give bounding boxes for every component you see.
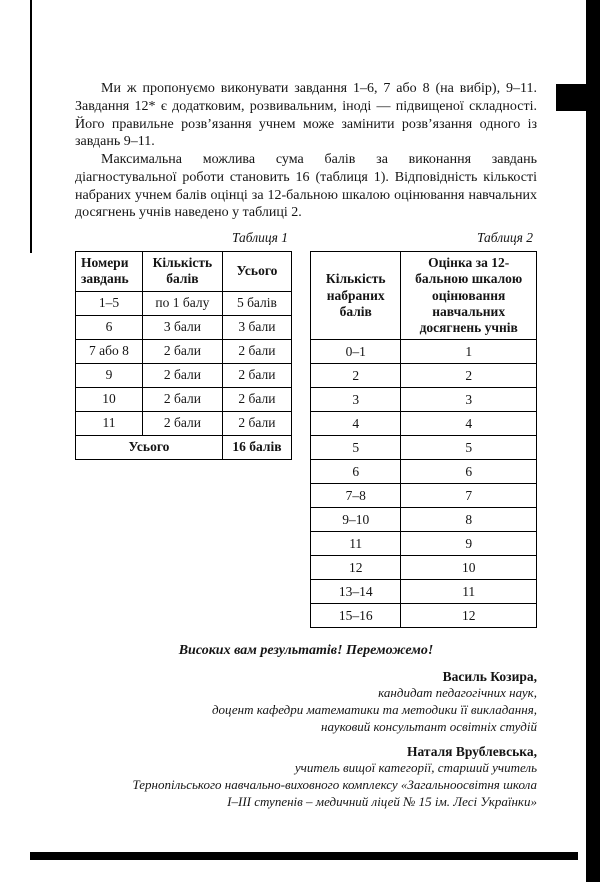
table1-header-cell: Номери завдань <box>76 252 143 291</box>
table1-caption: Таблиця 1 <box>231 230 288 246</box>
table-cell: 6 <box>311 460 401 484</box>
table-cell: по 1 балу <box>142 291 222 315</box>
table-cell: 15–16 <box>311 604 401 628</box>
table-cell: 12 <box>311 556 401 580</box>
table-cell: 10 <box>401 556 537 580</box>
table-cell: 2 бали <box>142 363 222 387</box>
table-cell: 2 бали <box>222 339 291 363</box>
intro-paragraph-1: Ми ж пропонуємо виконувати завдання 1–6, 7 або 8 (на вибір), 9–11. Завдання 12* є додатковим, розвивальним, іноді — підвищеної складності. Його правильне розв’язання учнем може замінити розв’язання одного із завдань 9–11. <box>75 81 537 150</box>
author-credential: І–ІІІ ступенів – медичний ліцей № 15 ім. Лесі Українки» <box>227 793 537 809</box>
table-cell: 11 <box>311 532 401 556</box>
table-cell: 2 <box>311 364 401 388</box>
table-cell: 9–10 <box>311 508 401 532</box>
table-cell: 5 <box>311 436 401 460</box>
table-cell: 0–1 <box>311 340 401 364</box>
table-cell: 13–14 <box>311 580 401 604</box>
table-cell: 1 <box>401 340 537 364</box>
page-content <box>75 80 537 810</box>
table-cell: 9 <box>76 363 143 387</box>
table-row <box>311 364 537 388</box>
table-cell: 8 <box>401 508 537 532</box>
table1-total-label: Усього <box>76 435 223 459</box>
table-row <box>311 556 537 580</box>
table-cell: 7 або 8 <box>76 339 143 363</box>
table-cell: 3 <box>401 388 537 412</box>
table-row <box>76 291 292 315</box>
table2-header-cell: Кількість набраних балів <box>311 252 401 340</box>
table-cell: 2 бали <box>142 387 222 411</box>
table-cell: 1–5 <box>76 291 143 315</box>
authors-block <box>75 669 537 810</box>
table-row <box>311 340 537 364</box>
table1 <box>75 251 292 459</box>
author-credential: науковий консультант освітніх студій <box>321 718 537 734</box>
scan-artifact-bottom-bar <box>30 852 578 860</box>
table-row <box>76 411 292 435</box>
author-credential: кандидат педагогічних наук, <box>378 685 537 701</box>
table1-container <box>75 230 292 459</box>
table-cell: 3 бали <box>142 315 222 339</box>
author-credential: доцент кафедри математики та методики її викладання, <box>211 701 537 717</box>
table-row <box>311 412 537 436</box>
table1-total-value: 16 балів <box>222 435 291 459</box>
table2-header-cell: Оцінка за 12-бальною шкалою оцінювання навчальних досягнень учнів <box>401 252 537 340</box>
table-cell: 4 <box>311 412 401 436</box>
table-cell: 2 бали <box>142 339 222 363</box>
table-cell: 2 бали <box>142 411 222 435</box>
table-cell: 3 <box>311 388 401 412</box>
table2-container <box>310 230 537 628</box>
table1-header-cell: Кількість балів <box>142 252 222 291</box>
author-name: Василь Козира, <box>442 669 537 685</box>
table-row <box>311 508 537 532</box>
table1-total-row <box>76 435 292 459</box>
table-row <box>311 460 537 484</box>
table2 <box>310 251 537 628</box>
table-cell: 7–8 <box>311 484 401 508</box>
table-cell: 9 <box>401 532 537 556</box>
table-row <box>76 315 292 339</box>
table-row <box>311 436 537 460</box>
table1-header-row <box>76 252 292 291</box>
table-cell: 2 <box>401 364 537 388</box>
table-cell: 2 бали <box>222 363 291 387</box>
table-cell: 2 бали <box>222 387 291 411</box>
scan-artifact-right-notch <box>556 84 586 111</box>
table-row <box>311 388 537 412</box>
scan-artifact-right-bar <box>586 0 600 882</box>
scan-artifact-left-line <box>30 0 32 253</box>
table-cell: 10 <box>76 387 143 411</box>
table-row <box>311 604 537 628</box>
table-cell: 2 бали <box>222 411 291 435</box>
table-row <box>311 580 537 604</box>
closing-line: Високих вам результатів! Переможемо! <box>178 643 434 659</box>
author-credential: Тернопільського навчально-виховного комплексу «Загальноосвітня школа <box>132 776 537 792</box>
intro-paragraph-2: Максимальна можлива сума балів за виконання завдань діагностувальної роботи становить 16 (таблиця 1). Відповідність кількості набраних учнем балів оцінці за 12-бальною шкалою оцінювання навчальних досягнень учнів наведено у таблиці 2. <box>75 152 537 221</box>
table-row <box>76 339 292 363</box>
tables-row <box>75 230 537 628</box>
table-cell: 6 <box>401 460 537 484</box>
table-row <box>76 387 292 411</box>
table1-header-cell: Усього <box>222 252 291 291</box>
table-cell: 4 <box>401 412 537 436</box>
table2-caption: Таблиця 2 <box>476 230 533 246</box>
table-cell: 11 <box>401 580 537 604</box>
table-cell: 5 <box>401 436 537 460</box>
author-credential: учитель вищої категорії, старший учитель <box>294 759 537 775</box>
table-cell: 11 <box>76 411 143 435</box>
author-name: Наталя Врублевська, <box>407 743 537 759</box>
table-row <box>311 484 537 508</box>
table-row <box>76 363 292 387</box>
table-cell: 6 <box>76 315 143 339</box>
table-cell: 3 бали <box>222 315 291 339</box>
table2-header-row <box>311 252 537 340</box>
table-cell: 7 <box>401 484 537 508</box>
table-row <box>311 532 537 556</box>
table-cell: 12 <box>401 604 537 628</box>
table-cell: 5 балів <box>222 291 291 315</box>
